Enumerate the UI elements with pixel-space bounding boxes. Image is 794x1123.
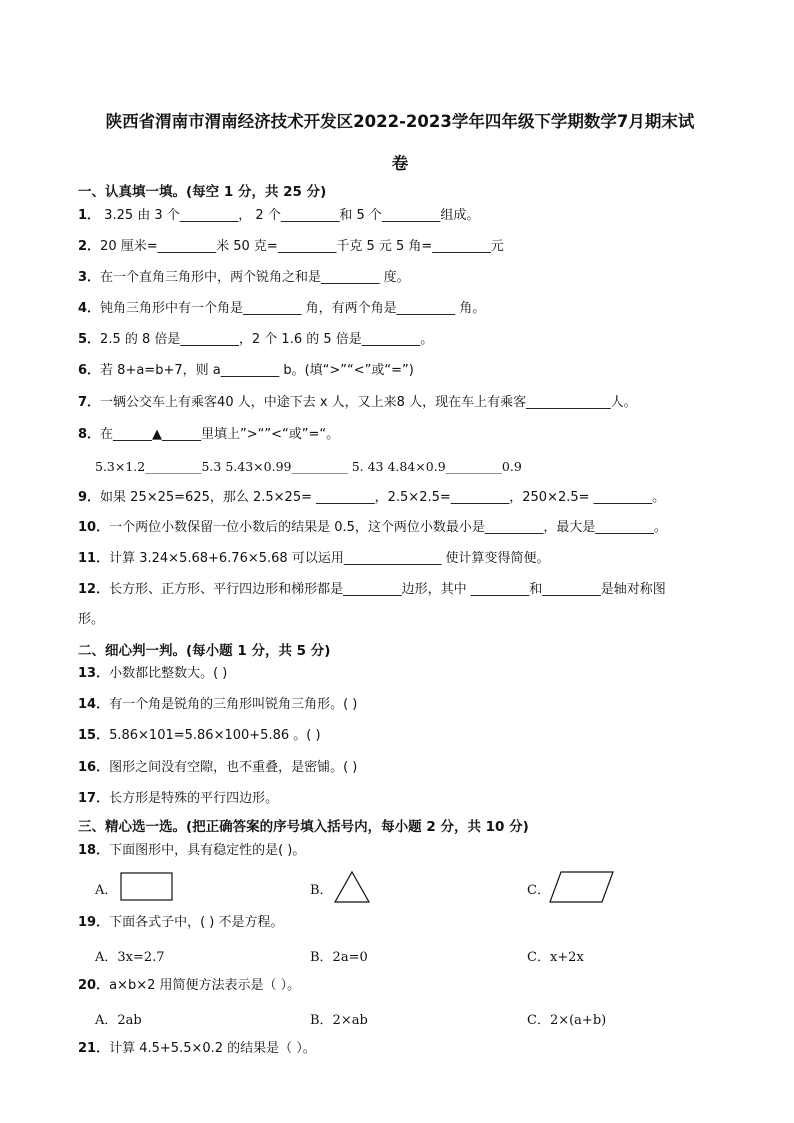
question-number: 1． — [78, 208, 101, 223]
question-13 — [78, 665, 227, 683]
question-number: 9． — [78, 490, 101, 505]
exam-title: 陕西省渭南市渭南经济技术开发区2022-2023学年四年级下学期数学7月期末试 — [105, 112, 695, 131]
question-number: 13． — [78, 666, 110, 681]
option-a-label: A． — [95, 883, 118, 898]
question-number: 18． — [78, 843, 110, 858]
question-17 — [78, 790, 278, 808]
question-text: 计算 4.5+5.5×0.2 的结果是（ ）。 — [109, 1041, 316, 1056]
question-text: 若 8+a=b+7，则 a_________ b。(填“>”“<”或“=”) — [100, 363, 414, 378]
question-text: 下面图形中，具有稳定性的是( )。 — [109, 843, 306, 858]
question-text: 图形之间没有空隙，也不重叠，是密铺。( ) — [109, 760, 358, 775]
question-number: 7． — [78, 395, 101, 410]
question-5 — [78, 331, 433, 349]
question-text: a×b×2 用简便方法表示是（ ）。 — [109, 978, 301, 993]
question-number: 21． — [78, 1041, 110, 1056]
question-text: 2.5 的 8 倍是_________，2 个 1.6 的 5 倍是_________。 — [100, 332, 434, 347]
question-number: 5． — [78, 332, 101, 347]
option-b: B．2a=0 — [310, 950, 368, 965]
triangle-shape — [333, 870, 371, 904]
question-10 — [78, 519, 667, 537]
question-number: 2． — [78, 239, 101, 254]
section-fill-in: 一、认真填一填。(每空 1 分，共 25 分) — [78, 184, 327, 200]
question-3 — [78, 269, 410, 287]
question-number: 8． — [78, 427, 101, 442]
question-11 — [78, 550, 549, 568]
question-number: 12． — [78, 582, 110, 597]
question-12-cont: 形。 — [78, 612, 105, 627]
option-b-label: B． — [310, 883, 333, 898]
question-21 — [78, 1040, 316, 1058]
question-number: 6． — [78, 363, 101, 378]
question-number: 17． — [78, 791, 110, 806]
question-text: 一辆公交车上有乘客40 人，中途下去 x 人，又上来8 人，现在车上有乘客_____________人。 — [100, 395, 637, 410]
question-text: 长方形、正方形、平行四边形和梯形都是_________边形，其中 _________和_________是轴对称图 — [109, 582, 666, 597]
question-1 — [78, 207, 479, 225]
question-number: 20． — [78, 978, 110, 993]
question-20 — [78, 977, 300, 995]
question-text: 5.86×101=5.86×100+5.86 。( ) — [109, 728, 321, 743]
question-number: 15． — [78, 728, 110, 743]
question-text: 3.25 由 3 个_________， 2 个_________和 5 个_________组成。 — [100, 208, 480, 223]
question-number: 4． — [78, 301, 101, 316]
question-number: 19． — [78, 915, 110, 930]
question-text: 计算 3.24×5.68+6.76×5.68 可以运用_______________ 使计算变得简便。 — [109, 551, 550, 566]
question-14 — [78, 696, 357, 714]
option-c-label: C． — [527, 883, 550, 898]
question-text: 在一个直角三角形中，两个锐角之和是_________ 度。 — [100, 270, 410, 285]
option-b: B．2×ab — [310, 1013, 368, 1028]
question-9 — [78, 489, 665, 507]
option-a: A．3x=2.7 — [95, 950, 165, 965]
option-c: C．x+2x — [527, 950, 584, 965]
question-4 — [78, 300, 485, 318]
section-true-false: 二、细心判一判。(每小题 1 分，共 5 分) — [78, 643, 331, 659]
question-number: 16． — [78, 760, 110, 775]
question-number: 11． — [78, 551, 110, 566]
question-number: 14． — [78, 697, 110, 712]
question-number: 10． — [78, 520, 110, 535]
question-text: 如果 25×25=625，那么 2.5×25= _________，2.5×2.5=_________，250×2.5= _________。 — [100, 490, 666, 505]
parallelogram-shape — [549, 870, 615, 904]
question-text: 有一个角是锐角的三角形叫锐角三角形。( ) — [109, 697, 358, 712]
question-text: 小数都比整数大。( ) — [109, 666, 228, 681]
section-multiple-choice: 三、精心选一选。(把正确答案的序号填入括号内，每小题 2 分，共 10 分) — [78, 819, 529, 835]
question-text: 在______▲______里填上”>“”<“或”=“。 — [100, 427, 340, 442]
question-2 — [78, 238, 504, 256]
question-text: 下面各式子中，( ) 不是方程。 — [109, 915, 284, 930]
question-text: 长方形是特殊的平行四边形。 — [109, 791, 279, 806]
question-text: 20 厘米=_________米 50 克=_________千克 5 元 5 角=_________元 — [100, 239, 504, 254]
question-15 — [78, 727, 321, 745]
option-a: A．2ab — [95, 1013, 142, 1028]
question-text: 钝角三角形中有一个角是_________ 角，有两个角是_________ 角。 — [100, 301, 486, 316]
question-16 — [78, 759, 357, 777]
option-c: C．2×(a+b) — [527, 1013, 607, 1028]
question-text: 一个两位小数保留一位小数后的结果是 0.5，这个两位小数最小是_________，最大是_________。 — [109, 520, 667, 535]
question-number: 3． — [78, 270, 101, 285]
question-6 — [78, 362, 414, 380]
question-7 — [78, 394, 637, 412]
question-19 — [78, 914, 284, 932]
exam-title-cont: 卷 — [391, 154, 409, 173]
question-8-items: 5.3×1.2_________5.3 5.43×0.99_________ 5. 43 4.84×0.9_________0.9 — [95, 459, 522, 474]
rectangle-shape — [120, 872, 174, 902]
question-8 — [78, 426, 339, 444]
question-12 — [78, 581, 666, 599]
question-18 — [78, 842, 305, 860]
